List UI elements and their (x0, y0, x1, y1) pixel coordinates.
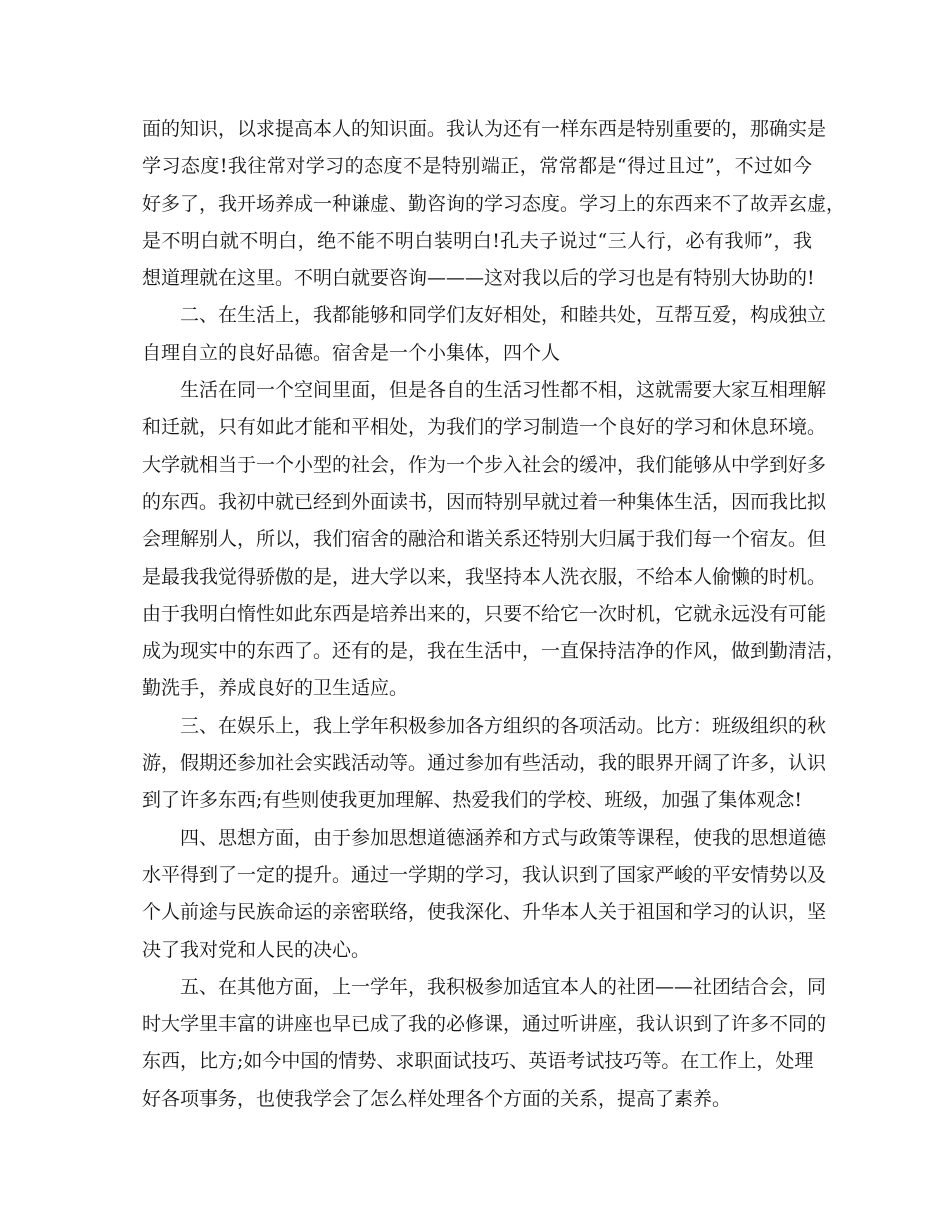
paragraph-start-line: 三、在娱乐上，我上学年积极参加各方组织的各项活动。比方：班级组织的秋 (180, 714, 827, 737)
text-line: 学习态度!我往常对学习的态度不是特别端正，常常都是“得过且过”，不过如今 (142, 155, 812, 178)
text-line: 和迁就，只有如此才能和平相处，为我们的学习制造一个良好的学习和休息环境。 (142, 416, 827, 439)
text-line: 到了许多东西;有些则使我更加理解、热爱我们的学校、班级，加强了集体观念! (142, 789, 803, 812)
text-line: 游，假期还参加社会实践活动等。通过参加有些活动，我的眼界开阔了许多，认识 (142, 752, 827, 775)
text-line: 的东西。我初中就已经到外面读书，因而特别早就过着一种集体生活，因而我比拟 (142, 490, 827, 513)
text-line: 是不明白就不明白，绝不能不明白装明白!孔夫子说过“三人行，必有我师”，我 (142, 229, 812, 252)
text-line: 由于我明白惰性如此东西是培养出来的，只要不给它一次时机，它就永远没有可能 (142, 602, 827, 625)
paragraph-start-line: 二、在生活上，我都能够和同学们友好相处，和睦共处，互帮互爱，构成独立 (180, 304, 827, 327)
text-line: 个人前途与民族命运的亲密联络，使我深化、升华本人关于祖国和学习的认识，坚 (142, 901, 827, 924)
text-line: 水平得到了一定的提升。通过一学期的学习，我认识到了国家严峻的平安情势以及 (142, 863, 827, 886)
text-line: 东西，比方;如今中国的情势、求职面试技巧、英语考试技巧等。在工作上，处理 (142, 1050, 814, 1073)
document-body (142, 111, 846, 1118)
text-line: 勤洗手，养成良好的卫生适应。 (142, 677, 409, 700)
text-line: 会理解别人，所以，我们宿舍的融洽和谐关系还特别大归属于我们每一个宿友。但 (142, 528, 827, 551)
text-line: 好各项事务，也使我学会了怎么样处理各个方面的关系，提高了素养。 (142, 1087, 732, 1110)
text-line: 好多了，我开场养成一种谦虚、勤咨询的学习态度。学习上的东西来不了故弄玄虚， (142, 192, 846, 215)
text-line: 自理自立的良好品德。宿舍是一个小集体，四个人 (142, 341, 561, 364)
text-line: 大学就相当于一个小型的社会，作为一个步入社会的缓冲，我们能够从中学到好多 (142, 453, 827, 476)
paragraph-start-line: 五、在其他方面，上一学年，我积极参加适宜本人的社团——社团结合会，同 (180, 975, 827, 998)
text-line: 面的知识，以求提高本人的知识面。我认为还有一样东西是特别重要的，那确实是 (142, 118, 827, 140)
paragraph-start-line: 四、思想方面，由于参加思想道德涵养和方式与政策等课程，使我的思想道德 (180, 826, 827, 849)
text-line: 决了我对党和人民的决心。 (142, 938, 371, 961)
text-line: 想道理就在这里。不明白就要咨询———这对我以后的学习也是有特别大协助的! (142, 267, 815, 290)
text-line: 是最我我觉得骄傲的是，进大学以来，我坚持本人洗衣服，不给本人偷懒的时机。 (142, 565, 827, 588)
paragraph-start-line: 生活在同一个空间里面，但是各自的生活习性都不相，这就需要大家互相理解 (180, 379, 827, 402)
text-line: 成为现实中的东西了。还有的是，我在生活中，一直保持洁净的作风，做到勤清洁， (142, 640, 846, 663)
text-line: 时大学里丰富的讲座也早已成了我的必修课，通过听讲座，我认识到了许多不同的 (142, 1013, 827, 1036)
